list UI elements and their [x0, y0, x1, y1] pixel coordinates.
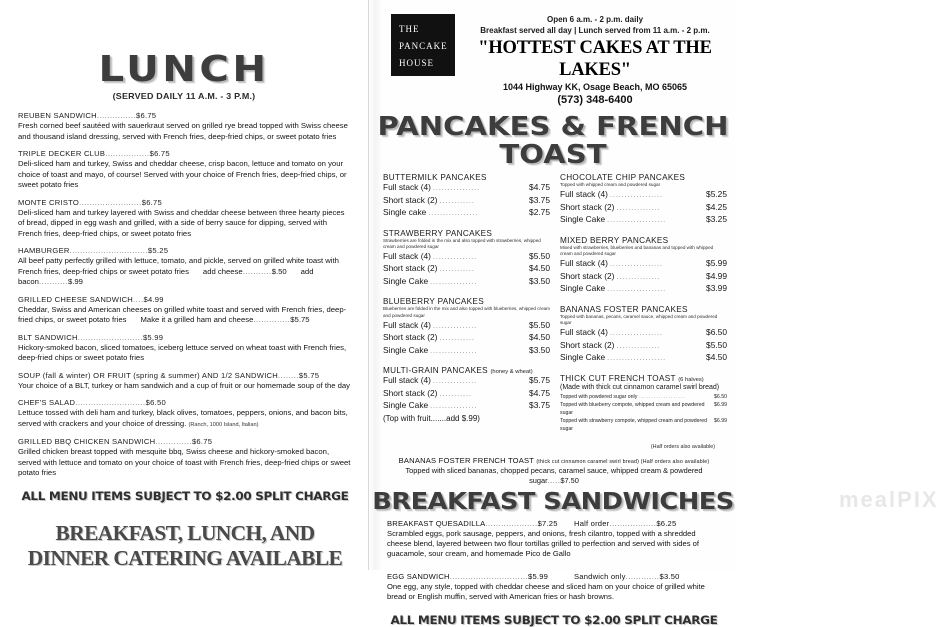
breakfast-split-charge-banner: ALL MENU ITEMS SUBJECT TO $2.00 SPLIT CHARGE — [390, 612, 718, 627]
bf-name: BANANAS FOSTER FRENCH TOAST — [398, 455, 534, 465]
price: $4.75 — [529, 387, 550, 398]
size-label: Full stack (4) — [560, 258, 608, 269]
bf-title — [385, 456, 723, 465]
description-text: Lettuce tossed with deli ham and turkey, black olives, tomatoes, peppers, onions, and bacon bits, served with crackers and your choice of dressing. — [18, 408, 348, 428]
pancake-description: Topped with bananas, pecans, caramel sauce, whipped cream and powdered sugar — [560, 313, 718, 325]
pancake-name-text: MULTI-GRAIN PANCAKES — [383, 366, 488, 376]
addon-ham-and-cheese — [141, 315, 310, 324]
leader-dots: ............... — [616, 204, 661, 212]
leader-dots: ............ — [439, 335, 475, 343]
bs-alt-price: $3.50 — [659, 571, 680, 581]
leader-dots: ................. — [105, 149, 150, 158]
lunch-item-price: $5.99 — [142, 332, 164, 342]
leader-dots: ......................... — [77, 332, 143, 342]
price: $3.75 — [529, 194, 550, 205]
logo-line-1: THE — [399, 24, 420, 34]
restaurant-phone: (573) 348-6400 — [557, 94, 633, 106]
price: $4.50 — [529, 263, 550, 274]
size-label: Short stack (2) — [560, 270, 615, 281]
breakfast-sandwich-item — [387, 519, 721, 560]
leader-dots: .... — [133, 294, 144, 304]
catering-banner: BREAKFAST, LUNCH, AND DINNER CATERING AVAILABLE — [27, 520, 343, 570]
leader-dots: ........................ — [79, 197, 142, 207]
bs-alt-price-group — [574, 519, 676, 528]
lunch-item-name: GRILLED BBQ CHICKEN SANDWICH — [18, 437, 156, 446]
leader-dots: ..... — [547, 475, 561, 485]
lunch-item-name: BLT SANDWICH — [18, 332, 78, 342]
price: $5.50 — [706, 339, 727, 350]
restaurant-tagline: "HOTTEST CAKES AT THE LAKES" — [478, 38, 712, 80]
leader-dots: .................... — [485, 518, 538, 528]
bf-price: $7.50 — [560, 475, 579, 485]
price: $3.50 — [529, 344, 550, 355]
leader-dots: ........................... — [75, 398, 146, 407]
price-row — [383, 182, 550, 195]
lunch-item-head — [18, 398, 352, 407]
lunch-item-description: Deli-sliced ham and turkey, Swiss and cheddar cheese, crisp bacon, lettuce and tomato on your choice of toast and mayo, of course! Served with your choice of French fries, deep-fried chips, or sweet potato fries — [18, 159, 347, 189]
lunch-item — [18, 111, 352, 142]
price-row — [383, 207, 550, 220]
lunch-item-description: Grilled chicken breast topped with mesquite bbq, Swiss cheese and hickory-smoked bacon, served with lettuce and tomato on your choice of toast with French fries, deep-fried chips or sweet potato fries — [18, 447, 351, 477]
pancake-name: CHOCOLATE CHIP PANCAKES — [560, 173, 686, 182]
price-row — [383, 345, 550, 358]
price: $4.75 — [529, 182, 550, 192]
restaurant-logo — [391, 14, 455, 76]
leader-dots: ............... — [432, 253, 478, 261]
price-row — [560, 283, 727, 296]
french-toast-name-text: THICK CUT FRENCH TOAST — [560, 373, 676, 383]
lunch-item-head — [18, 111, 352, 120]
size-label: Short stack (2) — [383, 332, 438, 343]
pancakes-left-column — [383, 173, 550, 442]
addon-label: add cheese — [202, 266, 243, 276]
leader-dots: .................. — [609, 330, 663, 338]
breakfast-sandwich-item — [387, 572, 721, 603]
lunch-title: LUNCH — [98, 49, 270, 90]
pancake-qualifier: (honey & wheat) — [490, 369, 533, 376]
bs-price: $7.25 — [537, 518, 558, 528]
price-row — [560, 202, 727, 215]
addon-label: Make it a grilled ham and cheese — [140, 315, 254, 324]
size-label: Single cake — [383, 207, 427, 217]
size-label: Single Cake — [383, 400, 429, 411]
size-label: Single Cake — [383, 344, 429, 355]
leader-dots: ............. — [625, 571, 660, 581]
leader-dots: .............. — [253, 315, 291, 324]
size-label: Single Cake — [560, 214, 606, 225]
dressing-options: (Ranch, 1000 Island, Italian) — [188, 421, 259, 428]
page-fold-shadow — [369, 0, 383, 570]
pancake-description: Mixed with strawberries, blueberries and bananas and topped with whipped cream and powdered sugar — [560, 244, 714, 256]
lunch-item-name: GRILLED CHEESE SANDWICH — [18, 294, 134, 304]
pancake-block — [383, 229, 550, 289]
leader-dots: ............... — [432, 322, 478, 330]
leader-dots: ............... — [96, 111, 137, 120]
leader-dots: .................. — [609, 518, 657, 528]
pancake-description: Strawberries are folded in the mix and also topped with strawberries, whipped cream and powdered sugar — [383, 237, 541, 249]
pancake-block — [560, 236, 727, 296]
bf-description-text: Topped with sliced bananas, chopped pecans, caramel sauce, whipped cream & powdered sugar — [405, 465, 703, 485]
price: $5.99 — [706, 258, 727, 269]
size-label: Short stack (2) — [560, 339, 615, 350]
restaurant-header — [369, 0, 737, 107]
lunch-item — [18, 437, 352, 479]
price-row — [560, 189, 727, 202]
lunch-item-description — [18, 305, 352, 326]
topping-price: $6.99 — [714, 417, 727, 424]
leader-dots: .................. — [609, 261, 663, 269]
lunch-item-description: Deli-sliced ham and turkey layered with Swiss and cheddar cheese between three hearty pieces of bread, dipped in egg wash and grilled, with a side of berry sauce for dipping, served with French fries, deep-fried chips, or sweet potato fries — [18, 207, 345, 238]
lunch-item-price: $6.75 — [141, 197, 162, 207]
addon-price: $.50 — [271, 266, 287, 276]
lunch-item-price: $5.75 — [298, 370, 320, 380]
size-label: Single Cake — [383, 275, 429, 286]
lunch-item-description: Hickory-smoked bacon, sliced tomatoes, iceberg lettuce served on wheat toast with French fries, deep-fried chips or sweet potato fries — [18, 342, 347, 362]
breakfast-sandwiches-list — [369, 515, 737, 627]
topping-label: Topped with strawberry compote, whipped cream and powdered sugar — [560, 417, 708, 432]
lunch-item-price: $6.50 — [145, 398, 166, 407]
lunch-item-head — [18, 371, 352, 380]
topping-row — [560, 393, 727, 401]
pancake-name — [383, 366, 550, 375]
lunch-item-description: Fresh corned beef sautéed with sauerkraut served on grilled rye bread topped with Swiss cheese and thousand island dressing, served with French fries, deep-fried chips, or sweet potato fries — [18, 121, 348, 141]
size-label: Short stack (2) — [383, 263, 438, 274]
leader-dots: ........... — [242, 266, 272, 276]
bs-name: BREAKFAST QUESADILLA — [387, 518, 486, 528]
bs-main-price-group — [387, 519, 574, 528]
price: $6.50 — [706, 327, 727, 338]
bs-description: Scrambled eggs, pork sausage, peppers, and onions, fresh cilantro, topped with a shredded cheese blend, layered between two flour tortillas grilled to perfection and served with sides of guacamole, sour cream, and homemade Pico de Gallo — [387, 528, 699, 559]
leader-dots: ................. — [428, 210, 479, 217]
breakfast-sandwiches-title: BREAKFAST SANDWICHES — [372, 488, 734, 515]
price-row — [383, 320, 550, 333]
lunch-item-price: $6.75 — [149, 149, 170, 158]
size-label: Full stack (4) — [560, 327, 608, 338]
logo-line-2: PANCAKE — [399, 41, 448, 51]
leader-dots: ................ — [430, 403, 478, 411]
breakfast-panel — [368, 0, 939, 627]
french-toast-name — [560, 374, 727, 383]
pancake-block — [383, 297, 550, 357]
price: $3.99 — [706, 283, 727, 294]
price-row — [383, 375, 550, 388]
pancake-description: Topped with whipped cream and powdered sugar — [560, 182, 661, 187]
leader-dots: .............................. — [449, 571, 529, 581]
size-label: Short stack (2) — [383, 194, 438, 205]
leader-dots: ............ — [439, 266, 475, 274]
price-row — [383, 195, 550, 208]
logo-line-3: HOUSE — [399, 58, 435, 68]
topping-label: Topped with powdered sugar only — [560, 393, 638, 400]
price-row — [383, 276, 550, 289]
leader-dots: ................ — [430, 278, 478, 286]
price: $4.50 — [529, 332, 550, 343]
lunch-item — [18, 246, 352, 288]
price: $2.75 — [529, 207, 550, 217]
price: $5.25 — [706, 189, 727, 200]
price-row — [383, 400, 550, 413]
price: $3.25 — [706, 214, 727, 225]
description-text: Cheddar, Swiss and American cheeses on grilled white toast and served with French fries, deep-fried chips, or sweet potato fries — [18, 304, 347, 324]
size-label: Full stack (4) — [560, 189, 608, 200]
lunch-item-head — [18, 295, 352, 304]
price-row — [383, 263, 550, 276]
pancake-name: MIXED BERRY PANCAKES — [560, 235, 669, 245]
lunch-item-head — [18, 437, 352, 446]
price-row — [560, 340, 727, 353]
lunch-item-price: $5.25 — [147, 246, 169, 255]
size-label: Short stack (2) — [383, 387, 438, 398]
french-toast-made-with: (Made with thick cut cinnamon caramel swirl bread) — [560, 383, 720, 391]
lunch-item — [18, 198, 352, 240]
price: $3.50 — [529, 275, 550, 286]
lunch-item-list — [0, 101, 368, 571]
leader-dots: ............... — [616, 342, 661, 350]
price: $5.50 — [529, 250, 550, 261]
lunch-item-name: REUBEN SANDWICH — [18, 111, 97, 120]
price: $4.99 — [706, 270, 727, 281]
price-row — [383, 332, 550, 345]
topping-row — [560, 417, 727, 433]
bs-description: One egg, any style, topped with cheddar cheese and sliced ham on your choice of grilled white bread or English muffin, served with American fries or hash browns. — [387, 581, 705, 602]
lunch-item-description — [18, 256, 352, 288]
leader-dots: ............... — [432, 378, 478, 386]
lunch-item — [18, 149, 352, 191]
price-row — [560, 271, 727, 284]
lunch-item — [18, 333, 352, 364]
bs-name: EGG SANDWICH — [387, 571, 450, 581]
lunch-item — [18, 371, 352, 392]
breakfast-sandwich-head — [387, 519, 721, 528]
bs-alt-price-group — [574, 572, 680, 581]
lunch-item-name: CHEF'S SALAD — [18, 398, 76, 407]
price: $5.75 — [529, 375, 550, 386]
leader-dots: .................... — [607, 217, 667, 225]
lunch-item-head — [18, 333, 352, 342]
restaurant-address: 1044 Highway KK, Osage Beach, MO 65065 — [502, 82, 688, 92]
addon-price: $5.75 — [290, 315, 310, 324]
size-label: Full stack (4) — [383, 182, 431, 192]
leader-dots: .................... — [607, 355, 667, 363]
leader-dots: ................... — [639, 393, 686, 400]
price-row — [383, 251, 550, 264]
lunch-item-price: $4.99 — [143, 294, 164, 304]
size-label: Full stack (4) — [383, 250, 431, 261]
bs-alt-label: Half order — [574, 518, 610, 528]
lunch-panel — [0, 0, 368, 570]
pancakes-right-column — [560, 173, 727, 442]
size-label: Short stack (2) — [560, 201, 615, 212]
pancake-name: BUTTERMILK PANCAKES — [383, 173, 487, 182]
restaurant-info — [455, 14, 729, 107]
leader-dots: ........ — [278, 370, 299, 380]
leader-dots: ............... — [616, 273, 661, 281]
lunch-item-name: MONTE CRISTO — [18, 197, 80, 207]
pancakes-grid — [369, 169, 737, 442]
price: $3.75 — [529, 400, 550, 411]
lunch-item-head — [18, 246, 352, 255]
lunch-item-name: SOUP (fall & winter) OR FRUIT (spring & summer) AND 1/2 SANDWICH — [18, 370, 279, 380]
size-label: Single Cake — [560, 352, 606, 363]
watermark: mealPIX — [839, 487, 939, 512]
size-label: Single Cake — [560, 283, 606, 294]
price: $5.50 — [529, 319, 550, 330]
half-orders-note: (Half orders also available) — [650, 443, 715, 450]
price: $4.25 — [706, 201, 727, 212]
lunch-item-description: Your choice of a BLT, turkey or ham sandwich and a cup of fruit or our homemade soup of the day — [18, 380, 351, 390]
pancake-block — [383, 366, 550, 423]
breakfast-sandwich-head — [387, 572, 721, 581]
addon-price: $.99 — [67, 277, 83, 286]
price-row — [560, 327, 727, 340]
bf-qualifier: (thick cut cinnamon caramel swirl bread) (Half orders also available) — [536, 458, 710, 465]
price-row — [560, 258, 727, 271]
leader-dots: ........... — [439, 390, 472, 398]
price-row — [383, 388, 550, 401]
size-label: Full stack (4) — [383, 375, 431, 386]
pancake-block — [383, 173, 550, 220]
description-text: All beef patty perfectly grilled with lettuce, tomato, and pickle, served on grilled white toast with French fries, deep-fried chips or sweet potato fries — [18, 256, 339, 276]
hours-line-1: Open 6 a.m. - 2 p.m. daily — [546, 15, 644, 24]
pancake-name: BANANAS FOSTER PANCAKES — [560, 304, 688, 314]
leader-dots: ................ — [430, 347, 478, 355]
lunch-item-name: TRIPLE DECKER CLUB — [18, 149, 106, 158]
topping-label: Topped with blueberry compote, whipped cream and powdered sugar — [560, 401, 705, 416]
lunch-item — [18, 295, 352, 326]
price: $4.50 — [706, 352, 727, 363]
leader-dots: ............ — [439, 197, 475, 205]
leader-dots: ........... — [38, 277, 68, 286]
pancakes-section-title: PANCAKES & FRENCH TOAST — [377, 112, 729, 170]
lunch-item-name: HAMBURGER — [18, 246, 70, 255]
top-with-fruit-note: (Top with fruit.......add $.99) — [383, 413, 480, 423]
topping-price: $6.50 — [714, 393, 727, 400]
topping-row — [560, 401, 727, 417]
leader-dots: .............. — [155, 437, 192, 446]
french-toast-qualifier: (6 halves) — [678, 376, 704, 383]
price-row — [560, 214, 727, 227]
bs-main-price-group — [387, 572, 574, 581]
leader-dots: .................... — [607, 286, 667, 294]
pancake-block — [560, 173, 727, 227]
size-label: Full stack (4) — [383, 319, 431, 330]
lunch-item-price: $6.75 — [191, 437, 213, 446]
pancake-description: Blueberries are folded in the mix and also topped with blueberries, whipped cream and powdered sugar — [383, 306, 551, 318]
lunch-split-charge-banner: ALL MENU ITEMS SUBJECT TO $2.00 SPLIT CHARGE — [21, 488, 349, 503]
lunch-subtitle: (SERVED DAILY 11 A.M. - 3 P.M.) — [112, 91, 256, 101]
bs-alt-label: Sandwich only — [574, 571, 626, 581]
lunch-item-price: $6.75 — [136, 111, 157, 120]
leader-dots: .................. — [609, 192, 663, 200]
bs-price: $5.99 — [528, 571, 549, 581]
pancake-name: BLUEBERRY PANCAKES — [383, 297, 484, 307]
lunch-item-head — [18, 149, 352, 158]
pancake-name: STRAWBERRY PANCAKES — [383, 228, 493, 238]
addon-label: add bacon — [18, 266, 314, 286]
lunch-item — [18, 398, 352, 430]
addon-cheese — [203, 267, 287, 276]
bananas-foster-french-toast — [369, 450, 737, 486]
bs-alt-price: $6.25 — [656, 518, 677, 528]
topping-price: $6.99 — [714, 401, 727, 408]
lunch-item-description — [18, 408, 352, 430]
lunch-item-head — [18, 198, 352, 207]
leader-dots: ................ — [432, 185, 481, 192]
pancake-block — [560, 305, 727, 365]
french-toast-block — [560, 374, 727, 433]
bf-description — [385, 466, 723, 486]
price-row — [560, 352, 727, 365]
leader-dots: .............................. — [69, 246, 148, 255]
hours-line-2: Breakfast served all day | Lunch served from 11 a.m. - 2 p.m. — [480, 26, 710, 35]
